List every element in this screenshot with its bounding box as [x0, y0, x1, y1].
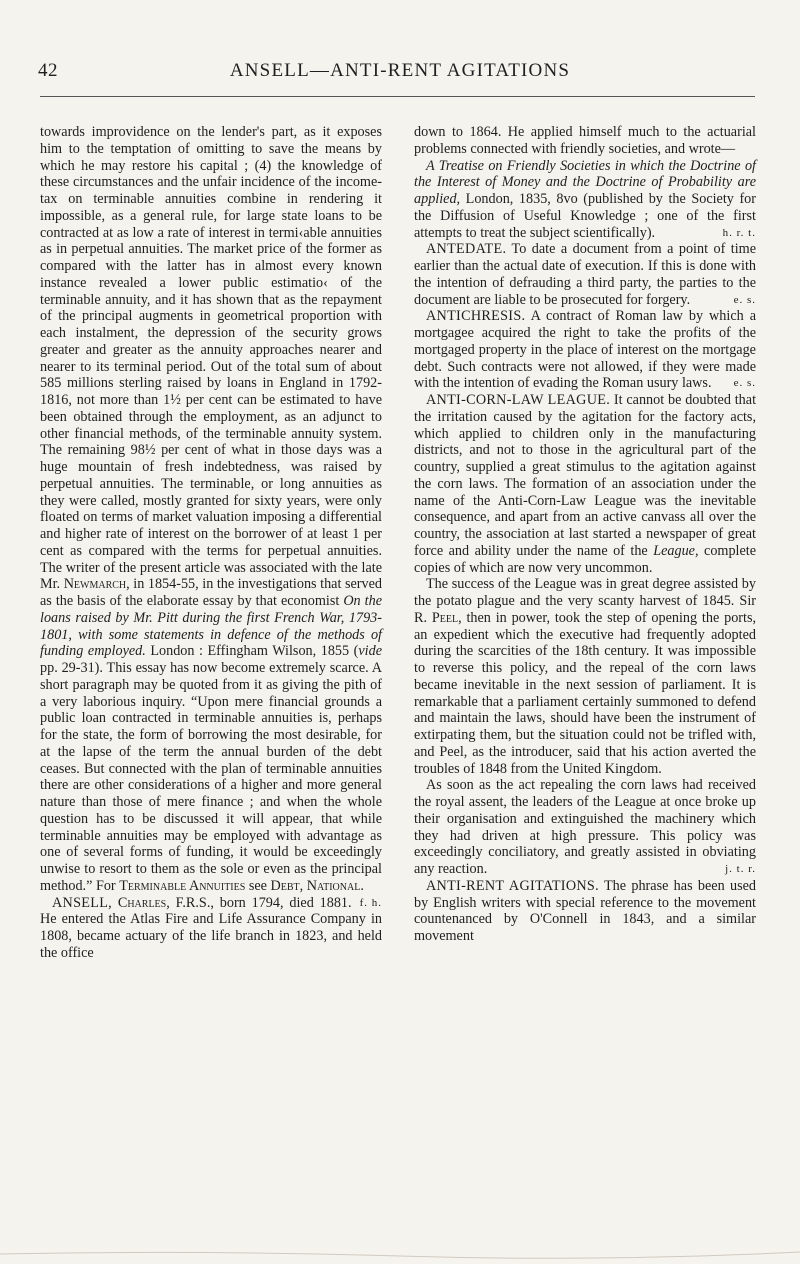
- text-segment: London : Effingham Wilson, 1855 (: [150, 643, 359, 660]
- vide-italic: vide: [358, 643, 383, 660]
- entry-text: The phrase has been used by English writers with special reference to the movement countenanced by O'Connell in 1843, and a similar movement: [414, 877, 756, 944]
- text-segment: see: [248, 877, 267, 894]
- ansell-entry: [40, 895, 382, 962]
- text-segment: towards improvidence on the lender's part, as it exposes him to the temptation of omitting to save the means by which he may restore his capital ; (4) the knowledge of these circumstances and the unfair incidence of the income-tax on terminable annuities combine in rendering it impossible, as a general rule, for large state loans to be contracted at as low a rate of interest in termi‹able annuities as in perpetual annuities. The market price of the former as compared with the latter has in almost every known instance revealed a lower public estimatio‹ of the terminable annuity, and it has shown that as the repayment of the principal augments in geometrical proportion with each instalment, the depression of the security grows greater and greater as the annuity approaches nearer and nearer to its terminal period. Out of the total sum of about 585 millions sterling raised by loans in England in 1792-1816, not more than 1½ per cent can be estimated to have been obtained through the employment, as an adjunct to other financial methods, of the terminable annuity system. The remaining 98½ per cent of what in those days was a huge mountain of fresh indebtedness, was raised by perpetual annuities. The terminable, or long annuities as they were called, mostly granted for sixty years, were only floated on terms of market valuation imposing a differential and higher rate of interest on the borrower of at least 1 per cent as compared with the terms for perpetual annuities. The writer of the present article was associated with the late Mr.: [40, 124, 382, 593]
- cross-reference: Debt, National.: [270, 877, 364, 894]
- page-number: 42: [38, 60, 58, 81]
- ansell-entry-continued: [414, 124, 756, 241]
- cross-reference: Terminable Annuities: [119, 877, 246, 894]
- name-peel: Peel,: [431, 609, 462, 626]
- anti-rent-entry: [414, 878, 756, 945]
- treatise-title: A Treatise on Friendly Societies in which the Doctrine of the Interest of Money and the Doctrine of Probability are applied,: [414, 157, 756, 207]
- right-column: [414, 124, 756, 945]
- author-initials: j. t. r.: [725, 863, 756, 875]
- anti-corn-law-entry: [414, 392, 756, 576]
- antichresis-entry: [414, 308, 756, 392]
- anti-corn-law-paragraph-3: [414, 777, 756, 878]
- text-segment: The success of the League was in great degree assisted by the potato plague and the very scanty harvest of 1845. Sir R.: [414, 576, 756, 626]
- entry-headword: ANTI-CORN-LAW LEAGUE.: [426, 392, 611, 408]
- header-rule: [40, 96, 755, 97]
- author-initials: e. s.: [733, 293, 756, 306]
- name-newmarch: Newmarch: [63, 576, 127, 593]
- newspaper-title: League,: [653, 542, 699, 559]
- text-segment: pp. 29-31). This essay has now become extremely scarce. A short paragraph may be quoted from it as giving the pith of a very laborious inquiry. “Upon mere financial grounds a public loan contracted in terminable annuities is, perhaps for the state, the form of borrowing the most desirable, for at the lapse of the term the annual burden of the debt ceases. But connected with the plan of terminable annuities there are other considerations of a higher and more general nature than those of mere finance ; and when the whole question has to be discussed it will appear, that while terminable annuities may be employed with advantage as one of several forms of funding, it would be exceedingly unwise to resort to them as the sole or even as the principal method.” For: [40, 660, 382, 894]
- entry-text: F.R.S., born 1794, died 1881. He entered the Atlas Fire and Life Assurance Company in 1808, became actuary of the life branch in 1823, and held the office: [40, 894, 382, 961]
- text-segment: down to 1864. He applied himself much to the actuarial problems connected with friendly societies, and wrote—: [414, 124, 756, 157]
- entry-name: Charles,: [117, 894, 170, 911]
- entry-headword: ANSELL,: [52, 894, 113, 911]
- anti-corn-law-paragraph-2: [414, 576, 756, 777]
- entry-headword: ANTI-RENT AGITATIONS.: [426, 877, 599, 894]
- text-segment: London, 1835, 8vo (published by the Society for the Diffusion of Useful Knowledge ; one of the first attempts to treat the subject scientifically).: [414, 191, 756, 241]
- entry-text: complete copies of which are now very uncommon.: [414, 542, 757, 576]
- essay-title: On the loans raised by Mr. Pitt during the first French War, 1793-1801, with some statements in defence of the methods of funding employed.: [40, 593, 382, 660]
- scan-edge-marks: [0, 1224, 800, 1264]
- text-segment: , in 1854-55, in the investigations that served as the basis of the elaborate essay by that economist: [40, 576, 383, 609]
- text-segment: then in power, took the step of opening the ports, an expedient which the executive had frequently adopted during the scarcities of the 18th century. It was impossible to reverse this policy, and the repeal of the corn laws became inevitable in the next session of parliament. It is remarkable that a parliament certainly summoned to defend and maintain the laws, should have been the instrument of extirpating them, but the situation could not be trifled with, and Peel, as the introducer, said that his action averted the troubles of 1848 from the United Kingdom.: [414, 609, 757, 777]
- page-header: [0, 60, 800, 90]
- author-initials: e. s.: [733, 377, 756, 390]
- text-segment: As soon as the act repealing the corn laws had received the royal assent, the leaders of the League at once broke up their organisation and extinguished the machinery which they had driven at high pressure. This policy was exceedingly conciliatory, and greatly assisted in obviating any reaction.: [414, 777, 756, 877]
- author-initials: h. r. t.: [722, 226, 756, 239]
- entry-headword: ANTEDATE.: [426, 241, 507, 258]
- entry-text: It cannot be doubted that the irritation caused by the agitation for the factory acts, which applied to children only in the manufacturing districts, and not to those in the agricultural part of the country, supplied a great stimulus to the agitation against the corn laws. The formation of an association under the name of the Anti-Corn-Law League was the inevitable consequence, and apart from an active canvass all over the country, the association at last started a newspaper of great force and ability under the name of the: [414, 392, 757, 559]
- author-initials: f. h.: [359, 896, 382, 909]
- running-head: ANSELL—ANTI-RENT AGITATIONS: [229, 60, 571, 81]
- antedate-entry: [414, 241, 756, 308]
- entry-text: A contract of Roman law by which a mortgagee acquired the right to take the profits of the mortgaged property in the place of interest on the mortgage debt. Such contracts were not allowed, if they were made with the intention of evading the Roman usury laws.: [414, 308, 757, 392]
- entry-text: To date a document from a point of time earlier than the actual date of execution. If this is done with the intention of defrauding a third party, the parties to the document are liable to be prosecuted for forgery.: [414, 241, 756, 308]
- left-column: [40, 124, 382, 962]
- entry-headword: ANTICHRESIS.: [426, 308, 526, 325]
